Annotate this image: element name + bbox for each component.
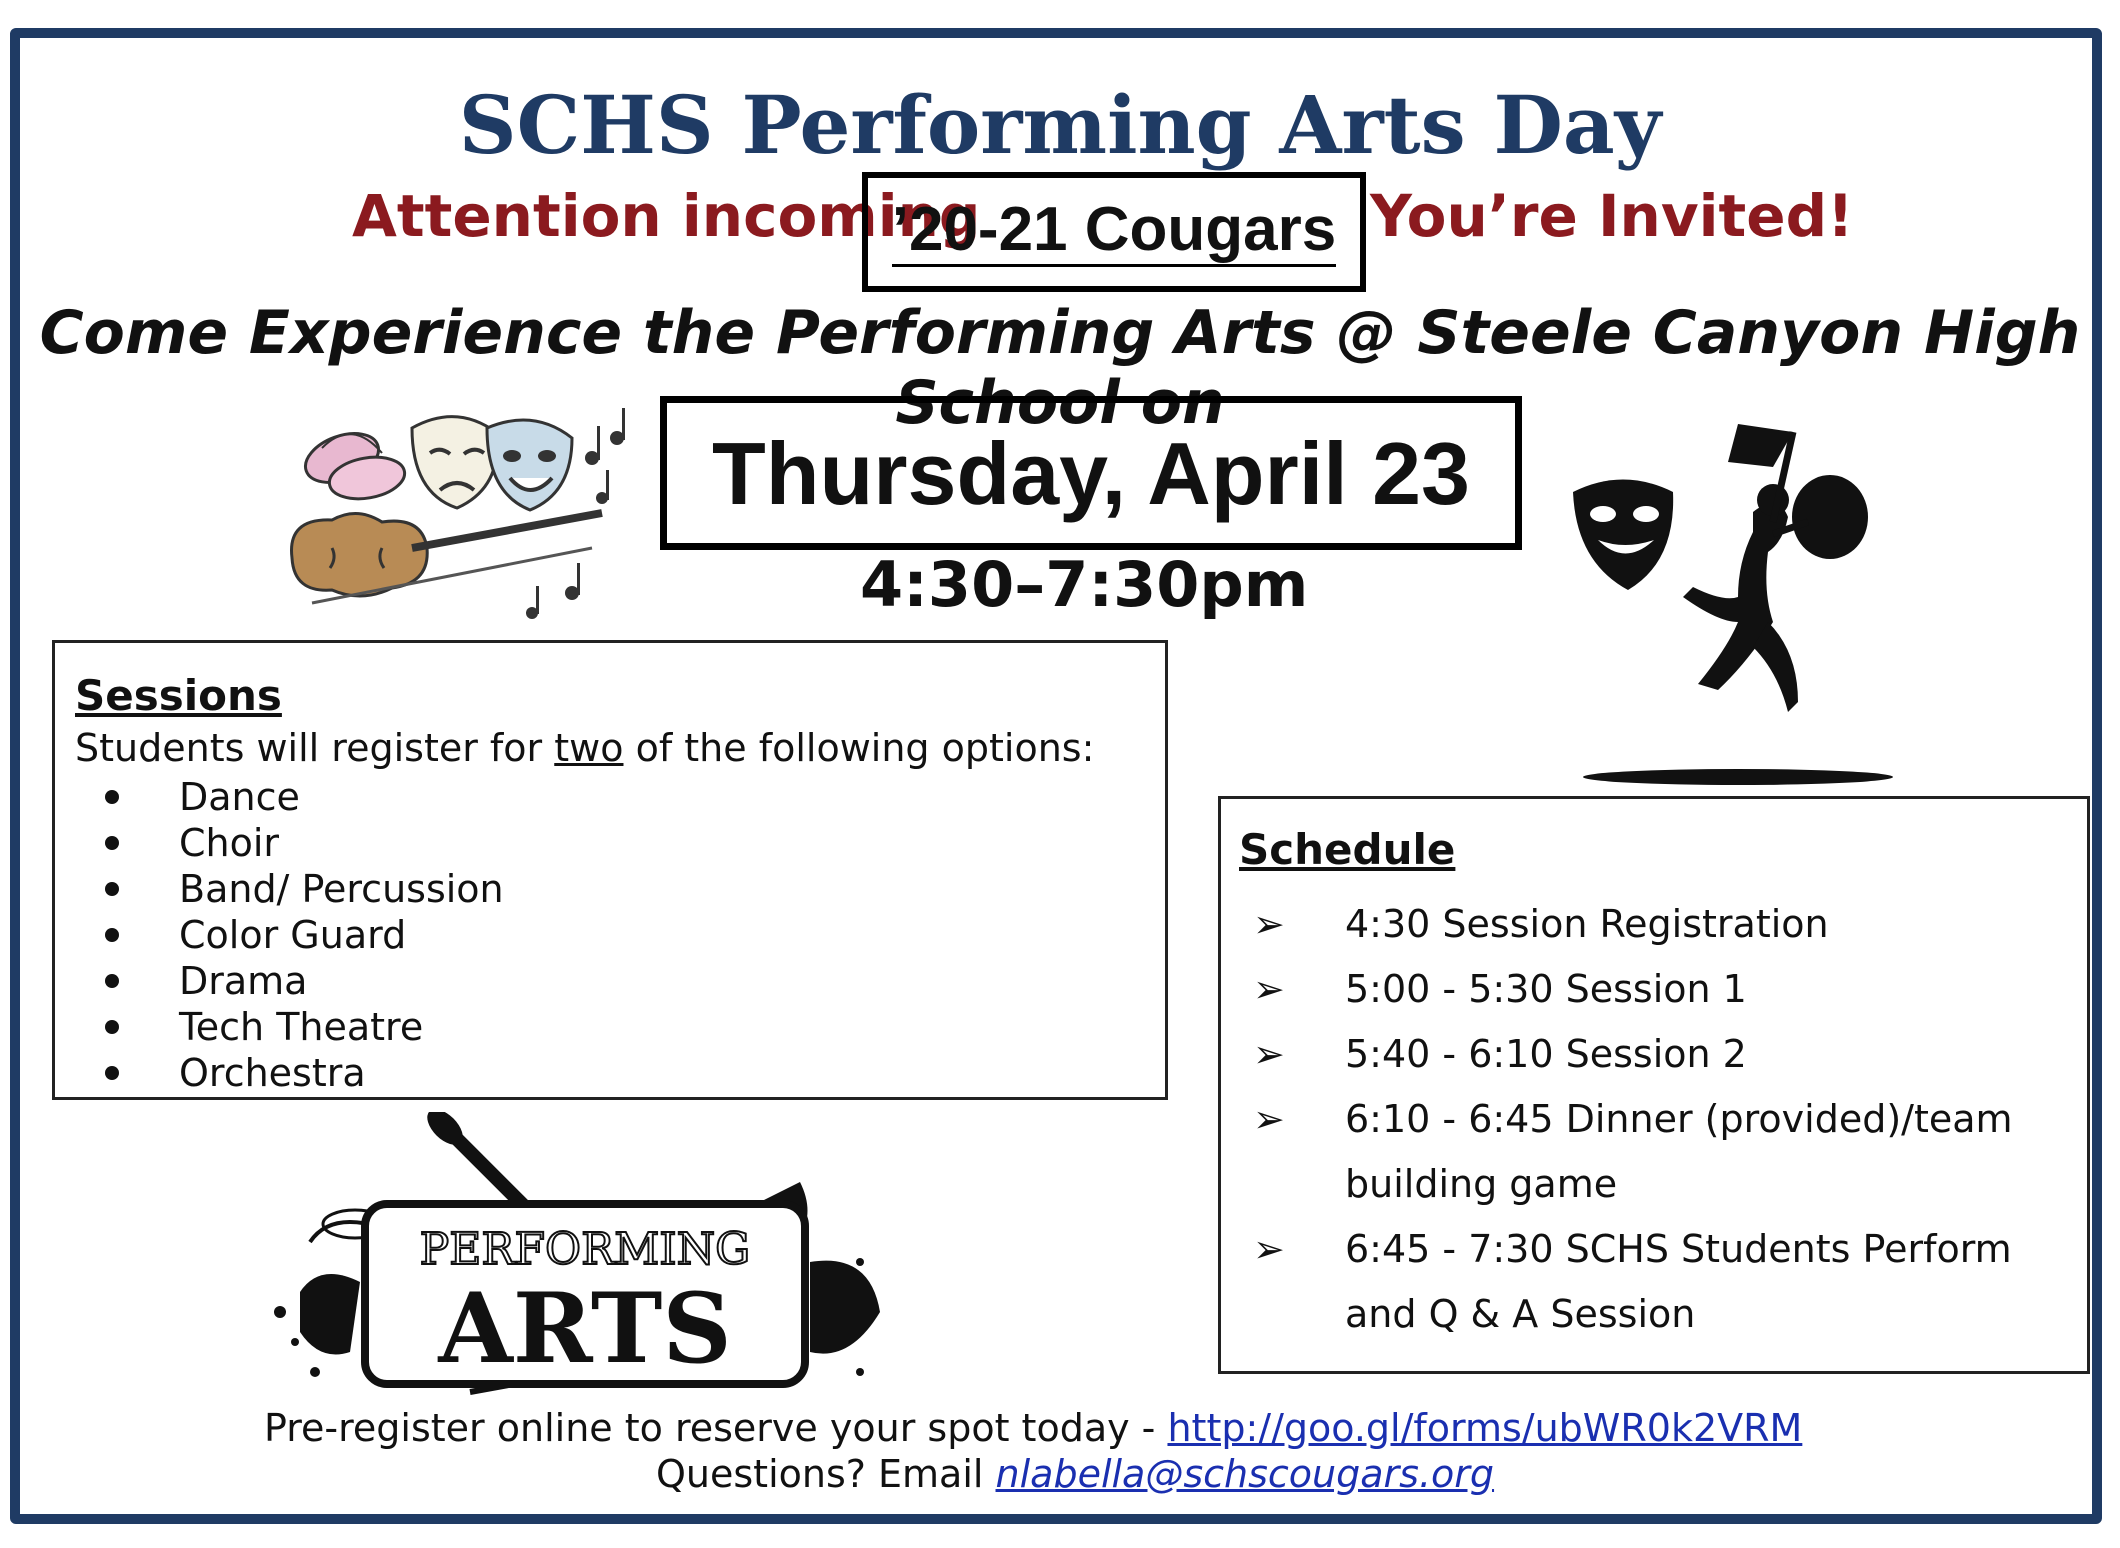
list-item [1239, 957, 2087, 1022]
sessions-intro-after: of the following options: [623, 726, 1095, 770]
session-option: Orchestra [179, 1051, 366, 1095]
arrow-bullet-icon: ➢ [1253, 902, 1285, 946]
flyer-title: SCHS Performing Arts Day [458, 78, 1662, 172]
performing-arts-logo [270, 1112, 900, 1402]
list-item [75, 866, 1165, 912]
bullet-icon [105, 1020, 119, 1034]
schedule-box [1218, 796, 2090, 1374]
list-item [75, 958, 1165, 1004]
email-link[interactable]: nlabella@schscougars.org [995, 1452, 1495, 1496]
session-option: Drama [179, 959, 308, 1003]
session-option: Color Guard [179, 913, 407, 957]
list-item [75, 912, 1165, 958]
event-date: Thursday, April 23 [712, 424, 1470, 523]
date-box [660, 396, 1522, 550]
schedule-heading: Schedule [1239, 825, 1456, 874]
sessions-list [75, 774, 1165, 1096]
list-item [75, 774, 1165, 820]
sessions-box [52, 640, 1168, 1100]
session-option: Band/ Percussion [179, 867, 504, 911]
bullet-icon [105, 974, 119, 988]
class-year-text: ’20-21 Cougars [892, 196, 1337, 267]
event-time: 4:30–7:30pm [860, 548, 1309, 621]
list-item [75, 1050, 1165, 1096]
sessions-intro-before: Students will register for [75, 726, 555, 770]
arrow-bullet-icon: ➢ [1253, 1097, 1285, 1141]
logo-bottom-text: ARTS [438, 1272, 732, 1385]
session-option: Choir [179, 821, 280, 865]
schedule-entry: 5:00 - 5:30 Session 1 [1345, 967, 1747, 1011]
theater-masks-violin-illustration [272, 398, 652, 628]
schedule-entry: 6:45 - 7:30 SCHS Students Perform and Q & A Session [1345, 1227, 2012, 1336]
sessions-heading: Sessions [75, 671, 282, 720]
list-item [75, 820, 1165, 866]
arrow-bullet-icon: ➢ [1253, 967, 1285, 1011]
bullet-icon [105, 790, 119, 804]
list-item [1239, 892, 2087, 957]
class-year-box [862, 172, 1366, 292]
schedule-entry: 5:40 - 6:10 Session 2 [1345, 1032, 1747, 1076]
arrow-bullet-icon: ➢ [1253, 1032, 1285, 1076]
logo-top-text: PERFORMING [419, 1224, 751, 1275]
list-item [1239, 1087, 2087, 1217]
list-item [75, 1004, 1165, 1050]
session-option: Dance [179, 775, 300, 819]
sessions-intro [75, 726, 1165, 770]
schedule-entry: 4:30 Session Registration [1345, 902, 1829, 946]
sessions-intro-emphasis: two [554, 726, 624, 770]
questions-line [656, 1452, 1494, 1496]
session-option: Tech Theatre [179, 1005, 424, 1049]
schedule-entry: 6:10 - 6:45 Dinner (provided)/team building game [1345, 1097, 2013, 1206]
bullet-icon [105, 836, 119, 850]
bullet-icon [105, 1066, 119, 1080]
preregister-link[interactable]: http://goo.gl/forms/ubWR0k2VRM [1167, 1406, 1803, 1450]
list-item [1239, 1217, 2087, 1347]
list-item [1239, 1022, 2087, 1087]
preregister-line [264, 1406, 1802, 1450]
headline: Come Experience the Performing Arts @ Steele Canyon High School on [39, 298, 2081, 438]
questions-text: Questions? Email [656, 1452, 996, 1496]
invited-text: You’re Invited! [1370, 182, 1854, 250]
bullet-icon [105, 882, 119, 896]
schedule-list [1239, 892, 2087, 1347]
bullet-icon [105, 928, 119, 942]
dancer-mask-silhouette [1568, 422, 1908, 792]
arrow-bullet-icon: ➢ [1253, 1227, 1285, 1271]
preregister-text: Pre-register online to reserve your spot today - [264, 1406, 1168, 1450]
attention-left-text: Attention incoming [352, 182, 981, 250]
